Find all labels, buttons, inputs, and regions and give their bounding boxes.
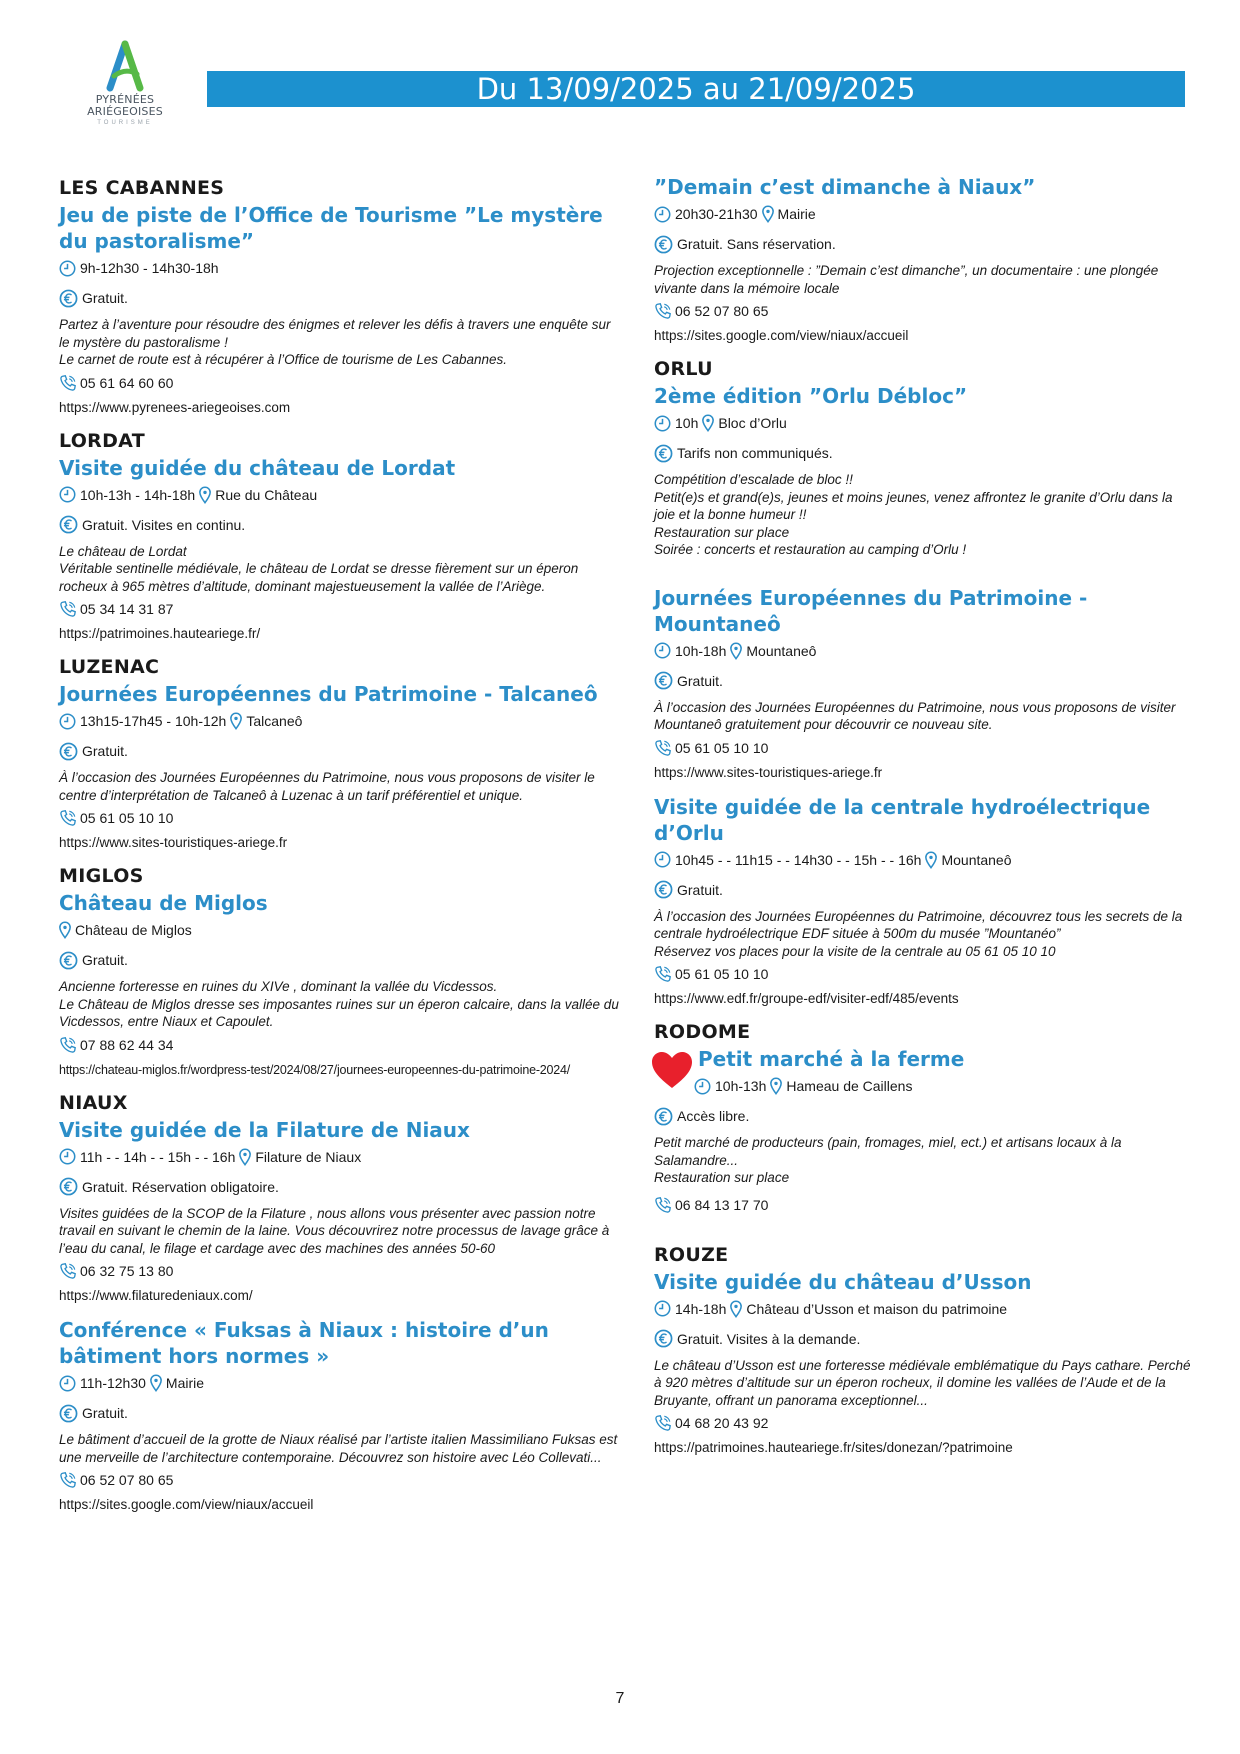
phone-row bbox=[654, 1413, 1194, 1433]
event-place: Mountaneô bbox=[941, 851, 1012, 868]
event-time: 10h bbox=[675, 415, 699, 431]
clock-icon bbox=[654, 1300, 671, 1317]
event-place: Château de Miglos bbox=[75, 922, 192, 938]
event-title: Visite guidée de la Filature de Niaux bbox=[59, 1117, 470, 1142]
left-column bbox=[59, 176, 619, 1526]
fee-row bbox=[59, 515, 619, 535]
time-row bbox=[654, 641, 1194, 661]
event-description: Le château de Lordat Véritable sentinelle médiévale, le château de Lordat se dresse fièrement sur un éperon rocheux à 965 mètres d’altitude, dominant majestueusement la vallée de l’Ariège. bbox=[59, 543, 579, 594]
event-url[interactable]: https://www.edf.fr/groupe-edf/visiter-edf/485/events bbox=[654, 991, 959, 1006]
event-title: Château de Miglos bbox=[59, 891, 268, 915]
event-orlu-mountaneo bbox=[654, 585, 1194, 782]
event-orlu-centrale bbox=[654, 794, 1194, 1009]
event-fee: Gratuit. bbox=[677, 881, 723, 898]
event-description: Le château d’Usson est une forteresse médiévale emblématique du Pays cathare. Perché à 920 mètres d’altitude sur un éperon rocheux, il domine les vallées de l’Aude et de la Bruyante, offrant un panorama exceptionnel... bbox=[654, 1357, 1191, 1408]
time-row bbox=[654, 850, 1194, 870]
fee-row bbox=[654, 443, 1194, 463]
location-pin-icon bbox=[762, 205, 774, 223]
clock-icon bbox=[694, 1078, 711, 1095]
event-place: Filature de Niaux bbox=[255, 1148, 362, 1165]
event-fee: Gratuit. bbox=[82, 743, 128, 759]
clock-icon bbox=[654, 206, 671, 223]
event-url[interactable]: https://www.sites-touristiques-ariege.fr bbox=[654, 764, 883, 780]
event-phone[interactable]: 04 68 20 43 92 bbox=[675, 1415, 769, 1431]
euro-icon bbox=[654, 1107, 673, 1126]
time-row bbox=[654, 1076, 1194, 1096]
event-url[interactable]: https://www.filaturedeniaux.com/ bbox=[59, 1288, 253, 1303]
phone-icon bbox=[654, 1196, 672, 1214]
phone-icon bbox=[59, 374, 77, 392]
fee-row bbox=[59, 1403, 619, 1423]
event-phone[interactable]: 05 34 14 31 87 bbox=[80, 601, 174, 617]
event-url[interactable]: https://www.sites-touristiques-ariege.fr bbox=[59, 835, 288, 850]
location-pin-icon bbox=[59, 921, 71, 939]
event-description: À l’occasion des Journées Européennes du Patrimoine, nous vous proposons de visiter le centre d’interprétation de Talcaneô à Luzenac à un tarif préférentiel et unique. bbox=[59, 770, 595, 803]
clock-icon bbox=[59, 1148, 76, 1165]
location-pin-icon bbox=[702, 414, 714, 432]
euro-icon bbox=[59, 289, 78, 308]
event-time: 14h-18h bbox=[675, 1300, 727, 1317]
clock-icon bbox=[654, 642, 671, 659]
event-les-cabannes bbox=[59, 176, 619, 417]
event-niaux-demain bbox=[654, 174, 1194, 345]
town-heading: ORLU bbox=[654, 358, 713, 380]
time-row bbox=[59, 485, 619, 505]
phone-icon bbox=[59, 600, 77, 618]
event-fee: Gratuit. Sans réservation. bbox=[677, 236, 836, 252]
event-description: À l’occasion des Journées Européennes du Patrimoine, nous vous proposons de visiter Mountaneô gratuitement pour découvrir ce nouveau site. bbox=[654, 699, 1176, 732]
event-title: Visite guidée de la centrale hydroélectrique d’Orlu bbox=[654, 794, 1151, 845]
phone-row bbox=[59, 808, 619, 828]
logo-line-3: TOURISME bbox=[97, 120, 153, 126]
phone-row bbox=[654, 301, 1194, 321]
event-title: Journées Européennes du Patrimoine - Mountaneô bbox=[654, 585, 1088, 636]
event-fee: Gratuit. Visites en continu. bbox=[82, 516, 246, 533]
page-number: 7 bbox=[615, 1690, 625, 1707]
town-heading: LES CABANNES bbox=[59, 177, 225, 199]
event-fee: Gratuit. bbox=[82, 1405, 128, 1421]
event-description: Compétition d’escalade de bloc !! Petit(e)s et grand(e)s, jeunes et moins jeunes, venez affrontez le granite d’Orlu dans la joie et la bonne humeur !! Restauration sur place Soirée : concerts et restauration au camping d’Orlu ! bbox=[654, 472, 1173, 557]
event-url[interactable]: https://sites.google.com/view/niaux/accueil bbox=[59, 1497, 314, 1512]
heart-icon bbox=[650, 1050, 694, 1090]
euro-icon bbox=[654, 444, 673, 463]
location-pin-icon bbox=[770, 1077, 782, 1095]
town-heading: LUZENAC bbox=[59, 656, 160, 678]
event-fee: Gratuit. bbox=[82, 290, 128, 306]
phone-row bbox=[654, 964, 1194, 984]
time-row bbox=[59, 711, 619, 731]
event-url[interactable]: https://sites.google.com/view/niaux/accueil bbox=[654, 328, 909, 343]
phone-icon bbox=[654, 739, 672, 757]
event-description: Ancienne forteresse en ruines du XIVe , dominant la vallée du Vicdessos. Le Château de Miglos dresse ses imposantes ruines sur un éperon calcaire, dans la vallée du Vicdessos, entre Niaux et Capoulet. bbox=[59, 979, 619, 1029]
phone-icon bbox=[654, 965, 672, 983]
phone-icon bbox=[59, 1036, 77, 1054]
fee-row bbox=[654, 671, 1194, 691]
euro-icon bbox=[654, 235, 673, 254]
event-time: 11h-12h30 bbox=[80, 1375, 146, 1391]
event-rouze bbox=[654, 1243, 1194, 1458]
clock-icon bbox=[654, 415, 671, 432]
event-phone[interactable]: 05 61 05 10 10 bbox=[675, 966, 769, 982]
town-heading: RODOME bbox=[654, 1021, 751, 1043]
time-row bbox=[654, 204, 1194, 224]
town-heading: ROUZE bbox=[654, 1243, 729, 1266]
event-title: 2ème édition ”Orlu Débloc” bbox=[654, 384, 968, 408]
event-lordat bbox=[59, 429, 619, 644]
event-time: 9h-12h30 - 14h30-18h bbox=[80, 260, 219, 276]
event-title: Jeu de piste de l’Office de Tourisme ”Le mystère du pastoralisme” bbox=[59, 203, 603, 253]
fee-row bbox=[59, 950, 619, 970]
event-fee: Gratuit. Visites à la demande. bbox=[677, 1330, 861, 1347]
event-description: Visites guidées de la SCOP de la Filature , nous allons vous présenter avec passion notre travail en suivant le chemin de la laine. Vous découvrirez notre processus de lavage grâce à l’eau du canal, le filage et cardage avec des machines des années 50-60 bbox=[59, 1205, 610, 1256]
phone-icon bbox=[59, 1262, 77, 1280]
event-time: 20h30-21h30 bbox=[675, 206, 758, 222]
event-description: Projection exceptionnelle : ”Demain c’est dimanche”, un documentaire : une plongée vivante dans la mémoire locale bbox=[654, 263, 1159, 296]
euro-icon bbox=[654, 671, 673, 690]
event-niaux-filature bbox=[59, 1091, 619, 1306]
town-heading: MIGLOS bbox=[59, 865, 144, 887]
event-place: Hameau de Caillens bbox=[786, 1078, 913, 1094]
logo bbox=[70, 40, 180, 140]
event-orlu-debloc bbox=[654, 357, 1194, 559]
event-time: 10h45 - - 11h15 - - 14h30 - - 15h - - 16h bbox=[675, 851, 922, 868]
event-place: Château d’Usson et maison du patrimoine bbox=[746, 1300, 1008, 1317]
event-url[interactable]: https://chateau-miglos.fr/wordpress-test/2024/08/27/journees-europeennes-du-patrimoine-2024/ bbox=[59, 1062, 571, 1077]
event-phone[interactable]: 06 84 13 17 70 bbox=[675, 1196, 769, 1213]
phone-row bbox=[654, 1195, 1194, 1215]
fee-row bbox=[654, 880, 1194, 900]
event-phone[interactable]: 06 52 07 80 65 bbox=[675, 303, 769, 319]
event-place: Mountaneô bbox=[746, 642, 817, 659]
event-description: Petit marché de producteurs (pain, fromages, miel, ect.) et artisans locaux à la Salamandre... Restauration sur place bbox=[654, 1135, 1122, 1185]
event-phone[interactable]: 06 32 75 13 80 bbox=[80, 1263, 174, 1279]
clock-icon bbox=[654, 851, 671, 868]
right-column bbox=[654, 172, 1194, 1469]
euro-icon bbox=[59, 1177, 78, 1196]
euro-icon bbox=[59, 515, 78, 534]
event-title: ”Demain c’est dimanche à Niaux” bbox=[654, 175, 1036, 199]
event-description: À l’occasion des Journées Européennes du Patrimoine, découvrez tous les secrets de la centrale hydroélectrique EDF située à 500m du musée ”Mountanéo” Réservez vos places pour la visite de la centrale au 05 61 05 10 10 bbox=[654, 908, 1183, 959]
event-fee: Gratuit. bbox=[677, 672, 723, 689]
event-place: Rue du Château bbox=[215, 486, 318, 503]
fee-row bbox=[59, 1177, 619, 1197]
event-title: Conférence « Fuksas à Niaux : histoire d’un bâtiment hors normes » bbox=[59, 1318, 549, 1368]
event-fee: Accès libre. bbox=[677, 1108, 750, 1124]
event-url[interactable]: https://patrimoines.hauteariege.fr/sites/donezan/?patrimoine bbox=[654, 1440, 1013, 1455]
fee-row bbox=[59, 741, 619, 761]
time-row bbox=[654, 413, 1194, 433]
event-url[interactable]: https://www.pyrenees-ariegeoises.com bbox=[59, 399, 291, 415]
event-url[interactable]: https://patrimoines.hauteariege.fr/ bbox=[59, 626, 261, 641]
phone-row bbox=[59, 373, 619, 393]
fee-row bbox=[59, 288, 619, 308]
event-place: Mairie bbox=[165, 1375, 205, 1391]
town-heading: LORDAT bbox=[59, 429, 145, 452]
event-time: 13h15-17h45 - 10h-12h bbox=[80, 713, 227, 729]
location-pin-icon bbox=[730, 1300, 742, 1318]
location-pin-icon bbox=[925, 851, 937, 869]
town-heading: NIAUX bbox=[59, 1091, 128, 1114]
event-phone[interactable]: 05 61 05 10 10 bbox=[675, 739, 769, 756]
euro-icon bbox=[654, 1329, 673, 1348]
event-time: 10h-13h - 14h-18h bbox=[80, 486, 196, 503]
event-title: Journées Européennes du Patrimoine - Talcaneô bbox=[59, 682, 598, 706]
event-niaux-conference bbox=[59, 1317, 619, 1514]
event-miglos bbox=[59, 864, 619, 1079]
event-time: 10h-18h bbox=[675, 642, 727, 659]
fee-row bbox=[654, 1329, 1194, 1349]
euro-icon bbox=[59, 742, 78, 761]
clock-icon bbox=[59, 713, 76, 730]
time-row bbox=[654, 1299, 1194, 1319]
event-place: Mairie bbox=[777, 206, 816, 222]
event-fee: Gratuit. bbox=[82, 952, 128, 968]
time-row bbox=[59, 1147, 619, 1167]
phone-icon bbox=[59, 809, 77, 827]
fee-row bbox=[654, 1106, 1194, 1126]
time-row bbox=[59, 258, 619, 278]
location-pin-icon bbox=[150, 1374, 162, 1392]
location-pin-icon bbox=[730, 642, 742, 660]
phone-row bbox=[59, 1470, 619, 1490]
event-description: Partez à l’aventure pour résoudre des énigmes et relever les défis à travers une enquête sur le mystère du pastoralisme ! Le carnet de route est à récupérer à l’Office de tourisme de Les Cabannes. bbox=[59, 317, 611, 367]
event-phone[interactable]: 05 61 05 10 10 bbox=[80, 810, 174, 826]
clock-icon bbox=[59, 260, 76, 277]
euro-icon bbox=[654, 880, 673, 899]
phone-row bbox=[59, 1261, 619, 1281]
phone-row bbox=[654, 738, 1194, 758]
clock-icon bbox=[59, 1375, 76, 1392]
event-phone[interactable]: 06 52 07 80 65 bbox=[80, 1472, 174, 1488]
time-row bbox=[59, 1373, 619, 1393]
euro-icon bbox=[59, 1404, 78, 1423]
event-phone[interactable]: 05 61 64 60 60 bbox=[80, 374, 174, 391]
event-rodome bbox=[654, 1020, 1194, 1215]
phone-icon bbox=[59, 1471, 77, 1489]
logo-line-1: PYRÉNÉES bbox=[95, 93, 155, 106]
location-pin-icon bbox=[230, 712, 242, 730]
clock-icon bbox=[59, 486, 76, 503]
date-banner: Du 13/09/2025 au 21/09/2025 bbox=[207, 71, 1185, 107]
event-title: Petit marché à la ferme bbox=[698, 1047, 965, 1071]
event-fee: Tarifs non communiqués. bbox=[677, 445, 833, 461]
phone-row bbox=[59, 599, 619, 619]
logo-line-2: ARIÉGEOISES bbox=[87, 105, 163, 118]
event-title: Visite guidée du château de Lordat bbox=[59, 455, 456, 480]
logo-mark-icon bbox=[104, 40, 146, 94]
event-place: Bloc d’Orlu bbox=[718, 415, 787, 431]
event-luzenac bbox=[59, 655, 619, 852]
euro-icon bbox=[59, 951, 78, 970]
event-fee: Gratuit. Réservation obligatoire. bbox=[82, 1178, 279, 1195]
event-time: 10h-13h bbox=[715, 1078, 767, 1094]
event-title: Visite guidée du château d’Usson bbox=[654, 1269, 1032, 1294]
place-row bbox=[59, 920, 619, 940]
event-phone[interactable]: 07 88 62 44 34 bbox=[80, 1036, 174, 1053]
location-pin-icon bbox=[239, 1148, 251, 1166]
event-time: 11h - - 14h - - 15h - - 16h bbox=[80, 1148, 236, 1165]
phone-icon bbox=[654, 302, 672, 320]
fee-row bbox=[654, 234, 1194, 254]
event-description: Le bâtiment d’accueil de la grotte de Niaux réalisé par l’artiste italien Massimiliano Fuksas est une merveille de l’architecture contemporaine. Découvrez son histoire avec Léo Collevati... bbox=[59, 1432, 618, 1465]
location-pin-icon bbox=[199, 486, 211, 504]
phone-icon bbox=[654, 1414, 672, 1432]
event-place: Talcaneô bbox=[246, 713, 303, 729]
phone-row bbox=[59, 1035, 619, 1055]
